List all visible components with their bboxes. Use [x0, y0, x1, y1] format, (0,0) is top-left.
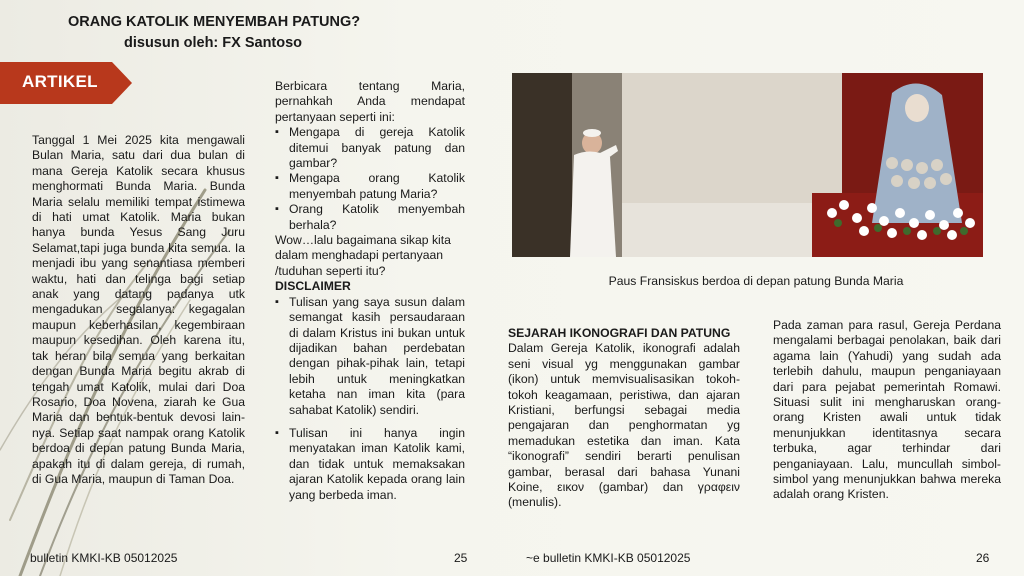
footer-right-page-number: 26 — [976, 551, 990, 565]
early-church-paragraph: Pada zaman para rasul, Gereja Perdana mengalami berbagai penolakan, baik dari agama lain (Yahudi) yang sudah ada terlebih dahulu, maupun penganiayaan dari para pejabat pemerintah Romawi. Situasi sulit ini mengharuskan orang-orang Kristen awali untuk tidak menunjukkan identitasnya secara terbuka, agar terhindar dari penganiayaan. Lalu, muncullah simbol-simbol yang menunjukkan bahwa mereka adalah orang Kristen. — [773, 318, 1001, 502]
column-history — [508, 326, 740, 511]
intro-paragraph: Tanggal 1 Mei 2025 kita mengawali Bulan Maria, satu dari dua bulan di mana Gereja Katolik secara khusus menghormati Bunda Maria. Bunda Maria selalu memiliki tempat istimewa di hati umat Katolik. Maria bukan hanya bunda Yesus Sang Juru Selamat,tapi juga bunda kita semua. Ia menjadi ibu yang senantiasa memberi waktu, hati dan telinga bagi setiap anak yang datang padanya utk mengadukan segalanya: kegagalan maupun keberhasilan, kegembiraan maupun kesedihan. Oleh karena itu, tak heran bila semua yang berkaitan dengan Bunda Maria begitu akrab di tengah umat Katolik, mulai dari Doa Rosario, Doa Novena, ziarah ke Gua Maria dan bentuk-bentuk devosi lain-nya. Setiap saat nampak orang Katolik berdoa di depan patung Bunda Maria, apakah itu di dalam gereja, di rumah, di Gua Maria, maupun di Taman Doa. — [32, 133, 245, 486]
footer-right-label: ~e bulletin KMKI-KB 05012025 — [526, 551, 691, 565]
footer-left-label: bulletin KMKI-KB 05012025 — [30, 551, 178, 565]
history-heading: SEJARAH IKONOGRAFI DAN PATUNG — [508, 326, 731, 340]
questions-followup: Wow…lalu bagaimana sikap kita dalam menghadapi pertanyaan /tuduhan seperti itu? — [275, 233, 451, 278]
list-item: ▪ Mengapa orang Katolik menyembah patung Maria? — [289, 171, 465, 202]
list-item: ▪ Orang Katolik menyembah berhala? — [289, 202, 465, 233]
footer-left-page-number: 25 — [454, 551, 468, 565]
questions-intro: Berbicara tentang Maria, pernahkah Anda mendapat pertanyaan seperti ini: — [275, 79, 465, 124]
questions-list — [275, 125, 465, 233]
column-questions — [275, 79, 465, 503]
disclaimer-list — [275, 295, 465, 503]
disclaimer-heading: DISCLAIMER — [275, 279, 351, 294]
column-intro — [32, 133, 245, 487]
photo-caption: Paus Fransiskus berdoa di depan patung Bunda Maria — [608, 274, 904, 288]
pope-praying-photo — [512, 73, 983, 257]
list-item: ▪ Mengapa di gereja Katolik ditemui banyak patung dan gambar? — [289, 125, 465, 171]
article-title: ORANG KATOLIK MENYEMBAH PATUNG? — [68, 14, 361, 30]
section-label: ARTIKEL — [22, 72, 98, 91]
list-item: ▪ Tulisan ini hanya ingin menyatakan iman Katolik kami, dan tidak untuk memaksakan ajaran Katolik kepada orang lain yang berbeda iman. — [289, 426, 465, 503]
list-item: ▪ Tulisan yang saya susun dalam semangat kasih persaudaraan di dalam Kristus ini bukan untuk dijadikan bahan perdebatan dengan pihak-pihak lain, tetapi lebih untuk meningkatkan ketaha nan iman kita (para sahabat Katolik) sendiri. — [289, 295, 465, 418]
column-early-church — [773, 318, 1001, 503]
article-byline: disusun oleh: FX Santoso — [124, 35, 303, 51]
history-paragraph: Dalam Gereja Katolik, ikonografi adalah seni visual yg menggunakan gambar (ikon) untuk memvisualisasikan tokoh-tokoh keagamaan, peristiwa, dan ajaran Kristiani, berfungsi sebagai media pengajaran dan penghormatan yg memadukan estetika dan iman. Kata “ikonografi” sendiri berarti penulisan gambar, berasal dari bahasa Yunani Koine, εικον (gambar) dan γραφειν (menulis). — [508, 341, 740, 510]
